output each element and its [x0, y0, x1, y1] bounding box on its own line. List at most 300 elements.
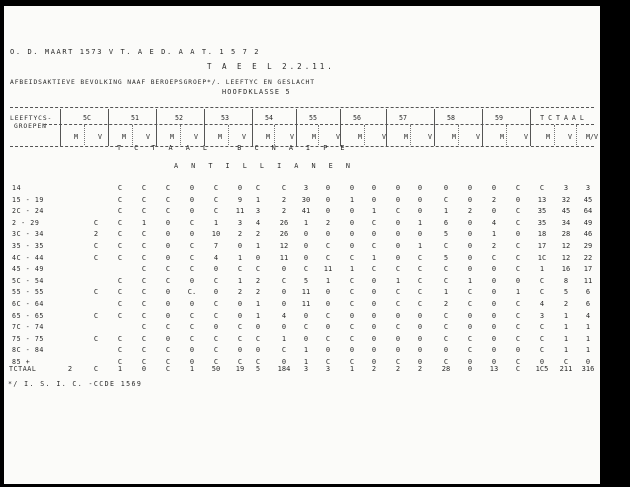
table-cell: 1 — [349, 195, 355, 204]
table-cell: 1 — [325, 276, 331, 285]
table-cell: 2 — [237, 288, 243, 297]
table-cell: C — [443, 276, 449, 285]
table-cell: C — [141, 253, 147, 262]
table-cell: C — [141, 288, 147, 297]
column-group-header: 5C — [83, 114, 91, 122]
table-cell: 0 — [255, 253, 261, 262]
column-subheader: V — [242, 133, 246, 141]
table-cell: 0 — [281, 288, 287, 297]
table-cell: 1 — [395, 276, 401, 285]
table-cell: 26 — [279, 230, 289, 239]
row-label: 5C - 54 — [12, 276, 44, 285]
table-cell: C — [395, 288, 401, 297]
table-cell: 1 — [443, 207, 449, 216]
table-cell: C — [237, 323, 243, 332]
column-subheader: V — [336, 133, 340, 141]
column-subheader: V — [382, 133, 386, 141]
table-cell: 0 — [395, 253, 401, 262]
total-cell: 0 — [141, 365, 147, 373]
table-cell: 0 — [213, 265, 219, 274]
table-cell: 0 — [189, 346, 195, 355]
table-cell: C — [539, 346, 545, 355]
table-cell: 0 — [165, 311, 171, 320]
table-cell: 0 — [417, 184, 423, 192]
table-cell: 0 — [213, 323, 219, 332]
header-line: O. D. MAART 1573 V T. A E D. A A T. 1 5 7 2 — [10, 48, 261, 56]
table-cell: 2 — [325, 218, 331, 227]
table-cell: C — [515, 300, 521, 308]
table-cell: 28 — [561, 230, 571, 239]
table-cell: 0 — [189, 300, 195, 308]
table-cell: 4 — [281, 311, 287, 320]
table-cell: 49 — [583, 218, 593, 227]
total-cell: 5 — [255, 365, 261, 373]
table-cell: 32 — [561, 195, 571, 204]
table-cell: C — [213, 195, 219, 204]
table-cell: C — [417, 253, 423, 262]
table-cell: C — [467, 288, 473, 297]
column-subheader: V — [568, 133, 572, 141]
table-cell: 0 — [303, 311, 309, 320]
table-cell: 1 — [371, 207, 377, 216]
column-group-header: 54 — [265, 114, 273, 122]
row-label: 35 - 35 — [12, 242, 44, 250]
table-cell: 0 — [371, 311, 377, 320]
table-cell: C — [141, 207, 147, 216]
column-group-header: 52 — [175, 114, 183, 122]
table-cell: C — [255, 358, 261, 366]
table-cell: C — [349, 300, 355, 308]
table-cell: 1 — [491, 230, 497, 239]
table-cell: 0 — [467, 311, 473, 320]
section-title: T C T A A L B C N A I P E — [117, 144, 349, 152]
column-subheader: M — [218, 133, 222, 141]
table-cell: 2 — [491, 242, 497, 250]
table-cell: 0 — [165, 288, 171, 297]
table-cell: C — [141, 276, 147, 285]
table-cell: C — [255, 265, 261, 274]
table-cell: 0 — [237, 346, 243, 355]
table-cell: C — [371, 242, 377, 250]
table-cell: 0 — [325, 300, 331, 308]
table-cell: 0 — [395, 230, 401, 239]
total-cell: 2 — [417, 365, 423, 373]
table-cell: C — [117, 207, 123, 216]
column-subheader: V — [98, 133, 102, 141]
row-label: 75 - 75 — [12, 334, 44, 343]
total-cell: 0 — [467, 365, 473, 373]
table-cell: C — [303, 323, 309, 332]
row-label: 7C - 74 — [12, 323, 44, 332]
table-cell: 34 — [561, 218, 571, 227]
table-cell: C — [515, 334, 521, 343]
table-cell: C — [141, 195, 147, 204]
row-label: 2 - 29 — [12, 218, 40, 227]
table-cell: 1 — [255, 195, 261, 204]
table-cell: 7 — [213, 242, 219, 250]
column-group-header: T C T A A L — [540, 114, 584, 122]
table-cell: 0 — [417, 346, 423, 355]
table-cell: 0 — [325, 184, 331, 192]
table-cell: 0 — [395, 218, 401, 227]
table-cell: C — [515, 207, 521, 216]
table-cell: C — [539, 288, 545, 297]
table-cell: 0 — [189, 230, 195, 239]
table-cell: 0 — [303, 334, 309, 343]
table-cell: 2 — [93, 230, 99, 239]
column-subheader: M — [546, 133, 550, 141]
table-cell: 29 — [583, 242, 593, 250]
table-cell: 0 — [165, 218, 171, 227]
header-rule-mid — [44, 124, 594, 125]
table-cell: C — [189, 265, 195, 274]
table-cell: 1 — [255, 300, 261, 308]
table-cell: 0 — [443, 346, 449, 355]
table-cell: C — [189, 323, 195, 332]
table-cell: 0 — [165, 300, 171, 308]
table-cell: C — [189, 311, 195, 320]
table-cell: C — [443, 311, 449, 320]
column-group-header: 57 — [399, 114, 407, 122]
table-cell: 0 — [349, 346, 355, 355]
table-cell: C — [93, 242, 99, 250]
table-cell: 0 — [491, 265, 497, 274]
table-cell: 0 — [349, 242, 355, 250]
table-cell: C — [467, 334, 473, 343]
table-cell: 0 — [491, 184, 497, 192]
column-subheader: M — [74, 133, 78, 141]
table-cell: C — [325, 242, 331, 250]
table-cell: C — [93, 253, 99, 262]
table-cell: C — [515, 242, 521, 250]
table-cell: C — [141, 358, 147, 366]
table-cell: C — [165, 358, 171, 366]
table-cell: 0 — [237, 311, 243, 320]
table-cell: 0 — [467, 184, 473, 192]
table-cell: C — [515, 184, 521, 192]
table-cell: C — [325, 358, 331, 366]
table-cell: 0 — [303, 230, 309, 239]
table-cell: 0 — [255, 323, 261, 332]
table-cell: 0 — [325, 195, 331, 204]
table-cell: C — [165, 184, 171, 192]
table-cell: 1 — [417, 242, 423, 250]
table-cell: 0 — [325, 207, 331, 216]
table-cell: 1 — [563, 311, 569, 320]
table-cell: 0 — [189, 184, 195, 192]
table-cell: 0 — [237, 242, 243, 250]
total-cell: 1 — [349, 365, 355, 373]
table-cell: C — [93, 218, 99, 227]
table-cell: 0 — [443, 184, 449, 192]
table-cell: 0 — [491, 323, 497, 332]
table-cell: C — [213, 334, 219, 343]
table-cell: 2 — [255, 230, 261, 239]
table-cell: 1 — [515, 288, 521, 297]
table-cell: 0 — [165, 230, 171, 239]
table-cell: 5 — [563, 288, 569, 297]
table-cell: C — [213, 207, 219, 216]
table-cell: 1 — [237, 253, 243, 262]
table-cell: C — [395, 265, 401, 274]
row-label: 3C - 34 — [12, 230, 44, 239]
table-cell: C — [141, 242, 147, 250]
table-cell: C — [213, 358, 219, 366]
table-cell: C — [395, 323, 401, 332]
table-cell: C — [515, 311, 521, 320]
table-cell: 1 — [585, 334, 591, 343]
table-cell: 1 — [563, 346, 569, 355]
row-label: 4C - 44 — [12, 253, 44, 262]
table-cell: 0 — [417, 195, 423, 204]
table-cell: C — [165, 323, 171, 332]
table-cell: 0 — [467, 358, 473, 366]
table-cell: 0 — [371, 323, 377, 332]
table-cell: C — [141, 265, 147, 274]
table-cell: 11 — [279, 253, 289, 262]
table-cell: 4 — [255, 218, 261, 227]
table-cell: 1 — [585, 323, 591, 332]
table-cell: 30 — [301, 195, 311, 204]
table-cell: C — [213, 276, 219, 285]
table-cell: 1 — [303, 218, 309, 227]
table-cell: 11 — [323, 265, 333, 274]
table-cell: C — [165, 276, 171, 285]
table-cell: 35 — [537, 218, 547, 227]
table-cell: C — [213, 300, 219, 308]
table-cell: 0 — [189, 195, 195, 204]
table-cell: 12 — [279, 242, 289, 250]
table-cell: C — [117, 276, 123, 285]
table-cell: C — [349, 253, 355, 262]
table-cell: 11 — [583, 276, 593, 285]
table-cell: C — [117, 346, 123, 355]
table-cell: 4 — [585, 311, 591, 320]
table-cell: 12 — [561, 253, 571, 262]
table-cell: 0 — [165, 334, 171, 343]
table-cell: C — [443, 195, 449, 204]
table-cell: C — [117, 288, 123, 297]
column-subheader: V — [428, 133, 432, 141]
table-cell: 0 — [255, 346, 261, 355]
table-cell: 11 — [301, 288, 311, 297]
table-cell: 3 — [255, 207, 261, 216]
table-cell: 0 — [491, 207, 497, 216]
table-cell: 18 — [537, 230, 547, 239]
table-cell: 1 — [281, 334, 287, 343]
table-cell: 46 — [583, 230, 593, 239]
table-cell: 0 — [467, 195, 473, 204]
total-cell: C — [515, 365, 521, 373]
column-subheader: M — [266, 133, 270, 141]
total-cell: 184 — [277, 365, 291, 373]
table-cell: 1 — [255, 242, 261, 250]
table-cell: C — [325, 253, 331, 262]
table-cell: 1 — [349, 265, 355, 274]
table-cell: 1 — [303, 358, 309, 366]
table-cell: 0 — [395, 334, 401, 343]
table-cell: 1 — [371, 253, 377, 262]
document-page — [4, 6, 600, 484]
table-cell: C — [141, 334, 147, 343]
table-cell: 0 — [467, 242, 473, 250]
total-cell: 2 — [371, 365, 377, 373]
table-cell: C — [213, 311, 219, 320]
table-cell: 5 — [443, 253, 449, 262]
total-cell: C — [93, 365, 99, 373]
table-cell: C — [395, 300, 401, 308]
table-cell: C — [165, 207, 171, 216]
table-cell: C — [467, 300, 473, 308]
table-cell: C — [539, 334, 545, 343]
row-label: 14 — [12, 184, 22, 192]
table-cell: 26 — [279, 218, 289, 227]
table-cell: 6 — [585, 300, 591, 308]
table-cell: C — [417, 276, 423, 285]
table-cell: C — [417, 288, 423, 297]
column-group-header: 55 — [309, 114, 317, 122]
column-subheader: V — [524, 133, 528, 141]
table-cell: 0 — [417, 311, 423, 320]
table-cell: 0 — [491, 300, 497, 308]
table-cell: C — [563, 358, 569, 366]
table-cell: C — [515, 358, 521, 366]
table-cell: C — [237, 358, 243, 366]
column-subheader-total: M/V — [586, 133, 598, 141]
table-cell: C — [117, 334, 123, 343]
table-cell: 41 — [301, 207, 311, 216]
table-cell: 2 — [281, 207, 287, 216]
table-cell: 6 — [443, 218, 449, 227]
table-cell: C — [515, 218, 521, 227]
table-cell: 2 — [255, 288, 261, 297]
table-cell: C — [349, 288, 355, 297]
table-cell: 11 — [235, 207, 245, 216]
table-cell: C — [539, 276, 545, 285]
table-cell: 3 — [585, 184, 591, 192]
table-cell: C. — [187, 288, 197, 297]
table-cell: 0 — [515, 346, 521, 355]
table-cell: 22 — [583, 253, 593, 262]
table-cell: 5 — [303, 276, 309, 285]
total-cell: 19 — [235, 365, 245, 373]
table-cell: 2 — [281, 195, 287, 204]
table-cell: C — [213, 346, 219, 355]
table-cell: 0 — [585, 358, 591, 366]
table-cell: C — [349, 276, 355, 285]
table-cell: 1 — [563, 334, 569, 343]
table-cell: C — [141, 311, 147, 320]
table-cell: C — [325, 334, 331, 343]
table-cell: 45 — [561, 207, 571, 216]
total-cell: 13 — [489, 365, 499, 373]
table-cell: 0 — [371, 358, 377, 366]
column-group-header: 53 — [221, 114, 229, 122]
column-subheader: V — [146, 133, 150, 141]
table-cell: C — [93, 334, 99, 343]
table-cell: 0 — [371, 230, 377, 239]
table-cell: 10 — [211, 230, 221, 239]
table-cell: 3 — [303, 184, 309, 192]
table-cell: 0 — [349, 311, 355, 320]
table-cell: 0 — [467, 230, 473, 239]
table-cell: C — [539, 184, 545, 192]
column-subheader: M — [312, 133, 316, 141]
subsection-title: A N T I L L I A N E N — [174, 162, 355, 170]
table-cell: C — [213, 184, 219, 192]
table-cell: C — [281, 276, 287, 285]
table-cell: 1 — [585, 346, 591, 355]
table-cell: C — [189, 242, 195, 250]
table-cell: C — [255, 334, 261, 343]
table-cell: 1 — [141, 218, 147, 227]
table-cell: 0 — [325, 346, 331, 355]
table-cell: 0 — [371, 276, 377, 285]
total-cell: 211 — [559, 365, 573, 373]
table-subtitle-2: HOOFDKLASSE 5 — [222, 88, 291, 96]
table-cell: 0 — [467, 265, 473, 274]
header-rule-top — [10, 107, 594, 108]
table-cell: 0 — [417, 230, 423, 239]
table-cell: C — [281, 184, 287, 192]
table-cell: 0 — [281, 323, 287, 332]
table-cell: 0 — [237, 300, 243, 308]
table-cell: C — [117, 230, 123, 239]
table-cell: 0 — [165, 242, 171, 250]
total-cell: 3 — [325, 365, 331, 373]
table-cell: C — [371, 265, 377, 274]
table-cell: 0 — [515, 230, 521, 239]
table-cell: 9 — [237, 195, 243, 204]
table-cell: 1 — [443, 288, 449, 297]
row-label: 8C - 84 — [12, 346, 44, 355]
table-cell: 1 — [539, 265, 545, 274]
table-cell: C — [117, 218, 123, 227]
group-divider — [60, 109, 61, 146]
table-cell: C — [467, 346, 473, 355]
table-cell: C — [141, 300, 147, 308]
table-cell: C — [117, 311, 123, 320]
table-cell: 0 — [213, 288, 219, 297]
table-cell: C — [491, 253, 497, 262]
table-cell: 0 — [325, 288, 331, 297]
table-cell: C — [237, 334, 243, 343]
table-cell: C — [417, 300, 423, 308]
table-cell: 0 — [165, 253, 171, 262]
table-cell: C — [141, 346, 147, 355]
table-cell: 0 — [515, 195, 521, 204]
table-cell: 2 — [467, 207, 473, 216]
table-cell: 4 — [539, 300, 545, 308]
total-cell: 1C5 — [535, 365, 549, 373]
table-cell: 2 — [237, 230, 243, 239]
table-cell: 2 — [491, 195, 497, 204]
table-cell: 1 — [417, 218, 423, 227]
table-cell: 2 — [563, 300, 569, 308]
table-cell: 0 — [325, 323, 331, 332]
total-cell: 1 — [117, 365, 123, 373]
table-cell: 17 — [537, 242, 547, 250]
total-cell: 2 — [395, 365, 401, 373]
column-group-header: 58 — [447, 114, 455, 122]
table-cell: 0 — [349, 207, 355, 216]
row-label: 65 - 65 — [12, 311, 44, 320]
table-cell: 0 — [281, 265, 287, 274]
table-cell: 0 — [349, 230, 355, 239]
table-cell: 17 — [583, 265, 593, 274]
table-cell: 4 — [491, 218, 497, 227]
table-cell: 0 — [395, 311, 401, 320]
